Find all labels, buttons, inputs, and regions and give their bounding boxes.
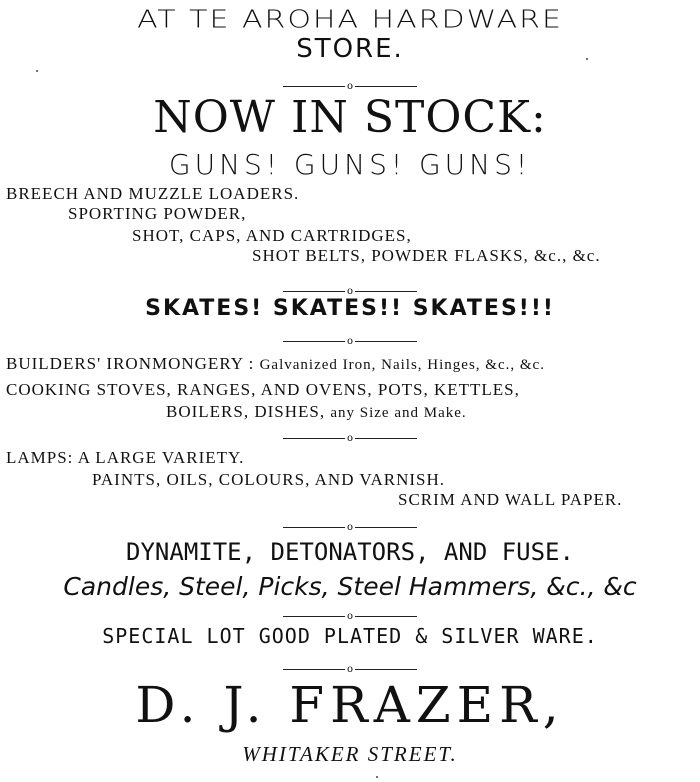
separator: o: [0, 281, 700, 291]
builders-detail: Galvanized Iron, Nails, Hinges, &c., &c.: [259, 357, 545, 373]
guns-item: SPORTING POWDER,: [68, 204, 247, 223]
print-speck: [36, 70, 38, 72]
print-speck: [586, 58, 588, 60]
special-lot-line: SPECIAL LOT GOOD PLATED & SILVER WARE.: [102, 624, 598, 648]
builders-line: [6, 354, 545, 374]
skates-heading: SKATES! SKATES!! SKATES!!!: [145, 296, 555, 321]
store-title-line1: AT TE AROHA HARDWARE: [137, 5, 563, 34]
guns-item: SHOT BELTS, POWDER FLASKS, &c., &c.: [252, 246, 601, 265]
street-address: WHITAKER STREET.: [242, 742, 458, 766]
store-title-line2: STORE.: [296, 34, 404, 64]
proprietor-name: D. J. FRAZER,: [135, 676, 565, 734]
paints-line: PAINTS, OILS, COLOURS, AND VARNISH.: [92, 470, 446, 489]
builders-label: BUILDERS' IRONMONGERY :: [6, 354, 255, 373]
now-in-stock-heading: NOW IN STOCK:: [153, 92, 547, 143]
candles-line: Candles, Steel, Picks, Steel Hammers, &c., &c: [63, 572, 637, 601]
dynamite-line: DYNAMITE, DETONATORS, AND FUSE.: [126, 538, 574, 566]
lamps-line: LAMPS: A LARGE VARIETY.: [6, 448, 245, 467]
scrim-line: SCRIM AND WALL PAPER.: [398, 490, 623, 509]
separator: o: [0, 331, 700, 341]
cooking-rest: any Size and Make.: [330, 405, 467, 421]
guns-heading: GUNS! GUNS! GUNS!: [168, 148, 532, 181]
cooking-caps: BOILERS, DISHES,: [166, 402, 326, 421]
separator: o: [0, 76, 700, 86]
separator: o: [0, 606, 700, 616]
separator: o: [0, 428, 700, 438]
print-speck: [376, 776, 378, 778]
cooking-line2: [166, 402, 467, 422]
separator: o: [0, 659, 700, 669]
guns-item: SHOT, CAPS, AND CARTRIDGES,: [132, 226, 412, 245]
guns-item: BREECH AND MUZZLE LOADERS.: [6, 184, 300, 203]
cooking-line1: COOKING STOVES, RANGES, AND OVENS, POTS, KETTLES,: [6, 380, 520, 399]
separator: o: [0, 517, 700, 527]
